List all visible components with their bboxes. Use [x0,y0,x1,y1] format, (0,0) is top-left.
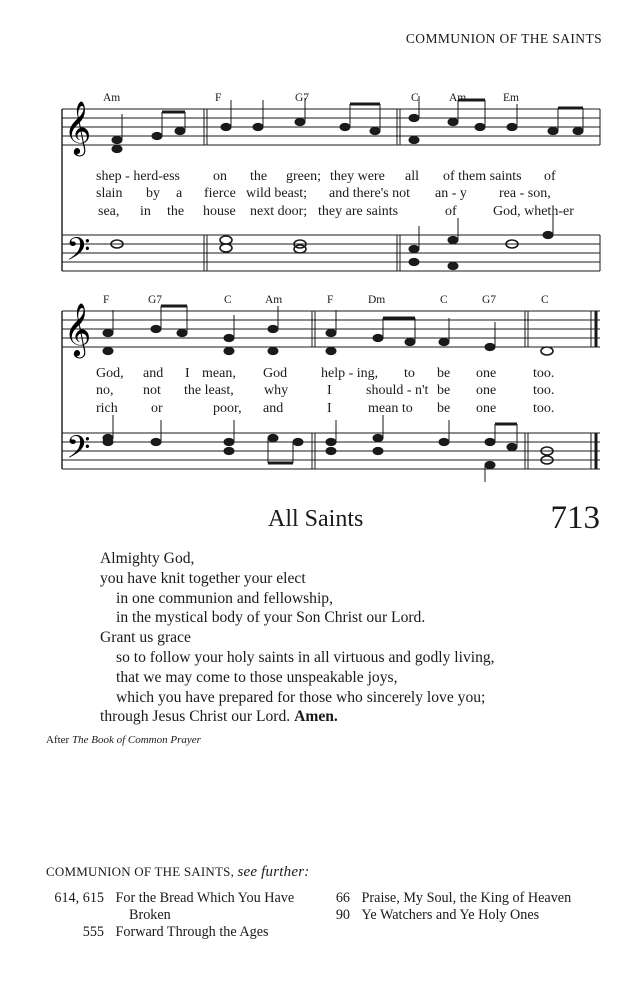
lyric-syllable: to [404,366,415,381]
running-header: COMMUNION OF THE SAINTS [405,31,602,46]
treble-clef-icon: 𝄞 [64,100,92,154]
lyric-syllable: no, [96,383,114,398]
bass-clef-icon: 𝄢 [66,231,91,275]
chord-symbol: F [103,294,110,306]
chord-symbol: Am [265,294,283,306]
hymn-number: 713 [550,500,600,536]
chord-symbol: C [411,92,419,104]
chord-symbol: G7 [482,294,497,306]
chord-symbols-1 [103,92,519,104]
see-further-heading [46,864,309,881]
cross-ref-left [46,890,294,941]
lyric-syllable: God [263,366,288,381]
cross-ref-right [326,890,571,924]
lyric-syllable: fierce [204,186,236,201]
cross-ref-item[interactable] [46,890,294,907]
prayer-line: so to follow your holy saints in all virtuous and godly living, [116,648,495,666]
lyric-syllable: the least, [184,383,234,398]
lyric-syllable: rea - son, [499,186,551,201]
chord-symbol: Dm [368,294,386,306]
lyric-syllable: mean, [202,366,236,381]
chord-symbol: Am [449,92,467,104]
lyric-syllable: on [213,169,227,184]
lyric-syllable: of [445,204,457,219]
cross-ref-number: 555 [82,924,104,940]
lyrics-system-1 [96,169,574,219]
lyric-syllable: rich [96,401,118,416]
cross-ref-number: 614, 615 [54,890,104,906]
cross-ref-title: Praise, My Soul, the King of Heaven [361,890,572,906]
lyric-syllable: sea, [98,204,120,219]
chord-symbol: Em [503,92,519,104]
cross-ref-number: 66 [335,890,350,906]
lyric-syllable: the [250,169,268,184]
prayer-line: Grant us grace [100,629,191,647]
lyric-syllable: wild beast; [246,186,308,201]
source-title: The Book of Common Prayer [71,734,201,746]
see-further-section: COMMUNION OF THE SAINTS, [46,864,235,879]
lyric-syllable: God, [96,366,124,381]
lyric-syllable: too. [533,401,555,416]
lyric-syllable: of them saints [443,169,522,184]
chord-symbol: C [224,294,232,306]
prayer-line: which you have prepared for those who sincerely love you; [116,688,486,706]
lyric-syllable: be [437,401,451,416]
prayer-line: in one communion and fellowship, [116,589,333,607]
cross-ref-continuation: Broken [129,907,171,923]
lyric-syllable: shep - herd-ess [96,169,180,184]
lyric-syllable: be [437,383,451,398]
lyric-syllable: not [143,383,161,398]
bass-clef-icon: 𝄢 [66,429,91,473]
lyric-syllable: I [327,383,332,398]
prayer-line: in the mystical body of your Son Christ our Lord. [116,609,426,627]
lyric-syllable: too. [533,366,555,381]
lyric-syllable: and [143,366,164,381]
cross-ref-item[interactable] [326,907,571,924]
chord-symbols-2 [103,294,549,306]
lyric-syllable: one [476,401,497,416]
cross-ref-title: For the Bread Which You Have [115,890,295,906]
lyric-syllable: one [476,366,497,381]
lyric-syllable: they were [330,169,385,184]
chord-symbol: G7 [295,92,310,104]
source-attribution [46,734,201,746]
lyric-syllable: and [263,401,284,416]
lyric-syllable: poor, [213,401,242,416]
hymn-title: All Saints [268,506,364,532]
prayer-text [100,549,495,727]
cross-ref-item[interactable] [326,890,571,907]
lyric-syllable: God, wheth-er [493,204,574,219]
amen: Amen. [294,708,338,726]
lyric-syllable: mean to [368,401,413,416]
prayer-line: Almighty God, [100,550,195,567]
lyric-syllable: in [140,204,151,219]
lyric-syllable: an - y [435,186,467,201]
lyric-syllable: why [264,383,289,398]
source-prefix: After [46,734,70,746]
lyric-syllable: they are saints [318,204,399,219]
lyric-syllable: a [176,186,183,201]
lyric-syllable: too. [533,383,555,398]
chord-symbol: C [440,294,448,306]
lyric-syllable: should - n't [366,383,429,398]
chord-symbol: C [541,294,549,306]
chord-symbol: F [327,294,334,306]
lyric-syllable: and there's not [329,186,411,201]
prayer-closing: through Jesus Christ our Lord. [100,708,291,726]
lyric-syllable: green; [286,169,321,184]
lyrics-system-2 [96,366,554,416]
lyric-syllable: be [437,366,451,381]
lyric-syllable: I [327,401,332,416]
prayer-line-final [100,707,495,727]
lyric-syllable: next door; [250,204,308,219]
cross-ref-item[interactable] [46,924,294,941]
lyric-syllable: slain [96,186,123,201]
chord-symbol: G7 [148,294,163,306]
see-further-label: see further: [237,864,310,880]
cross-ref-title: Ye Watchers and Ye Holy Ones [361,907,540,923]
lyric-syllable: or [151,401,163,416]
chord-symbol: Am [103,92,121,104]
lyric-syllable: of [544,169,556,184]
lyric-syllable: house [203,204,236,219]
prayer-line: that we may come to those unspeakable joys, [116,668,398,686]
treble-clef-icon: 𝄞 [64,302,92,356]
lyric-syllable: I [185,366,190,381]
cross-ref-number: 90 [335,907,350,923]
chord-symbol: F [215,92,222,104]
lyric-syllable: help - ing, [321,366,379,381]
cross-ref-title: Forward Through the Ages [115,924,269,940]
lyric-syllable: one [476,383,497,398]
lyric-syllable: all [405,169,419,184]
lyric-syllable: the [167,204,185,219]
prayer-line: you have knit together your elect [100,569,306,587]
lyric-syllable: by [146,186,160,201]
